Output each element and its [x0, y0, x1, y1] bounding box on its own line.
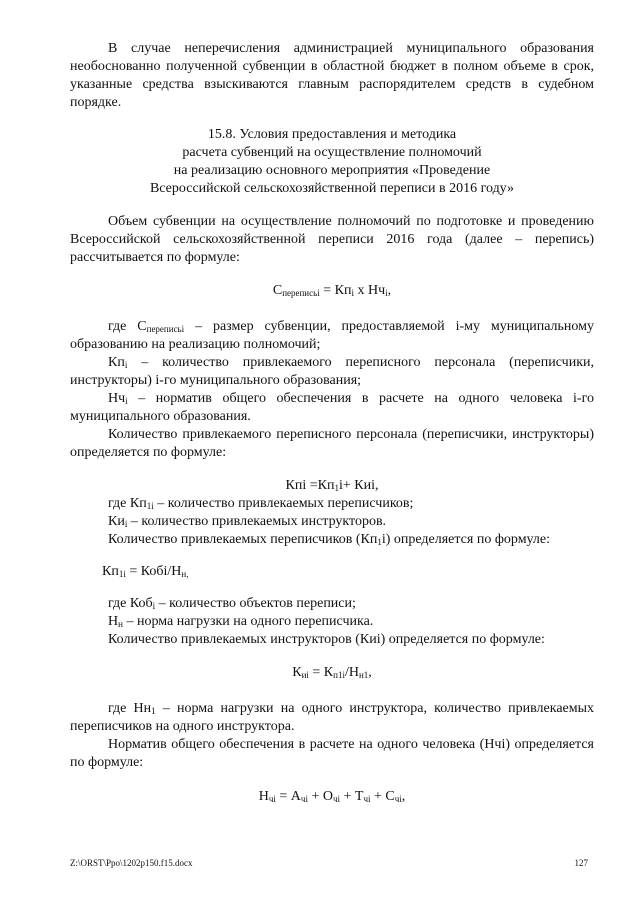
formula-enumerators: $Кп_{1i}$ = Кобi/$Н_{н,}$ — [102, 564, 189, 579]
paragraph-where-nn1: где $Нн_1$ – норма нагрузки на одного инструктора, количество привлекаемых переписчиков на одного инструктора. — [70, 701, 595, 734]
formula-norm: $Н_{чi} = А_{чi} + О_{чi} + Т_{чi} + С_{чi}$, — [258, 789, 406, 804]
paragraph-ki: $Ки_i$ – количество привлекаемых инструкторов. — [108, 514, 387, 529]
footer-file-path: Z:\ORST\Ppo\1202p150.f15.docx — [70, 858, 193, 868]
paragraph-nn: $Н_н$ – норма нагрузки на одного переписчика. — [108, 614, 374, 629]
heading-line-3: на реализацию основного мероприятия «Проведение — [173, 163, 491, 178]
paragraph-instructors-count: Количество привлекаемых инструкторов (Киi) определяется по формуле: — [108, 632, 545, 647]
paragraph-volume: Объем субвенции на осуществление полномочий по подготовке и проведению Всероссийской сельскохозяйственной переписи 2016 года (далее – перепись) рассчитывается по формуле: — [70, 214, 594, 265]
paragraph-enumerators-count: Количество привлекаемых переписчиков $(Кп_1i)$ определяется по формуле: — [108, 532, 551, 547]
heading-line-1: 15.8. Условия предоставления и методика — [207, 127, 457, 142]
paragraph-where-kp1: где $Кп_{1i}$ – количество привлекаемых переписчиков; — [108, 496, 414, 511]
paragraph-norm: Норматив общего обеспечения в расчете на одного человека (Нчi) определяется по формуле: — [70, 737, 594, 770]
formula-instructors: $К_{иi} = К_{п1i}/Н_{н1}$, — [292, 665, 372, 680]
paragraph-refund: В случае неперечисления администрацией муниципального образования необоснованно полученной субвенции в областной бюджет в полном объеме в срок, указанные средства взыскиваются главным распорядителем средств в судебном порядке. — [70, 41, 594, 110]
formula-personnel: Кпi $=Кп_1i+$ Киi, — [285, 478, 379, 493]
paragraph-kp: $Кп_i$ – количество привлекаемого переписного персонала (переписчики, инструкторы) i-го муниципального образования; — [70, 355, 594, 388]
formula-subvention: $С_{переписьi} = Кп_i$ х $Нч_i$, — [272, 283, 392, 298]
paragraph-where-kob: где Коб$_i$ – количество объектов переписи; — [108, 596, 356, 611]
paragraph-nch: $Нч_i$ – норматив общего обеспечения в расчете на одного человека i-го муниципального образования. — [70, 391, 594, 424]
paragraph-where-c: где $С_{переписьi}$ – размер субвенции, предоставляемой i-му муниципальному образованию на реализацию полномочий; — [70, 319, 594, 352]
heading-line-4: Всероссийской сельскохозяйственной переписи в 2016 году» — [149, 181, 515, 196]
footer-page-number: 127 — [574, 858, 588, 868]
paragraph-personnel-count: Количество привлекаемого переписного персонала (переписчики, инструкторы) определяется по формуле: — [70, 427, 594, 460]
heading-line-2: расчета субвенций на осуществление полномочий — [182, 145, 482, 160]
